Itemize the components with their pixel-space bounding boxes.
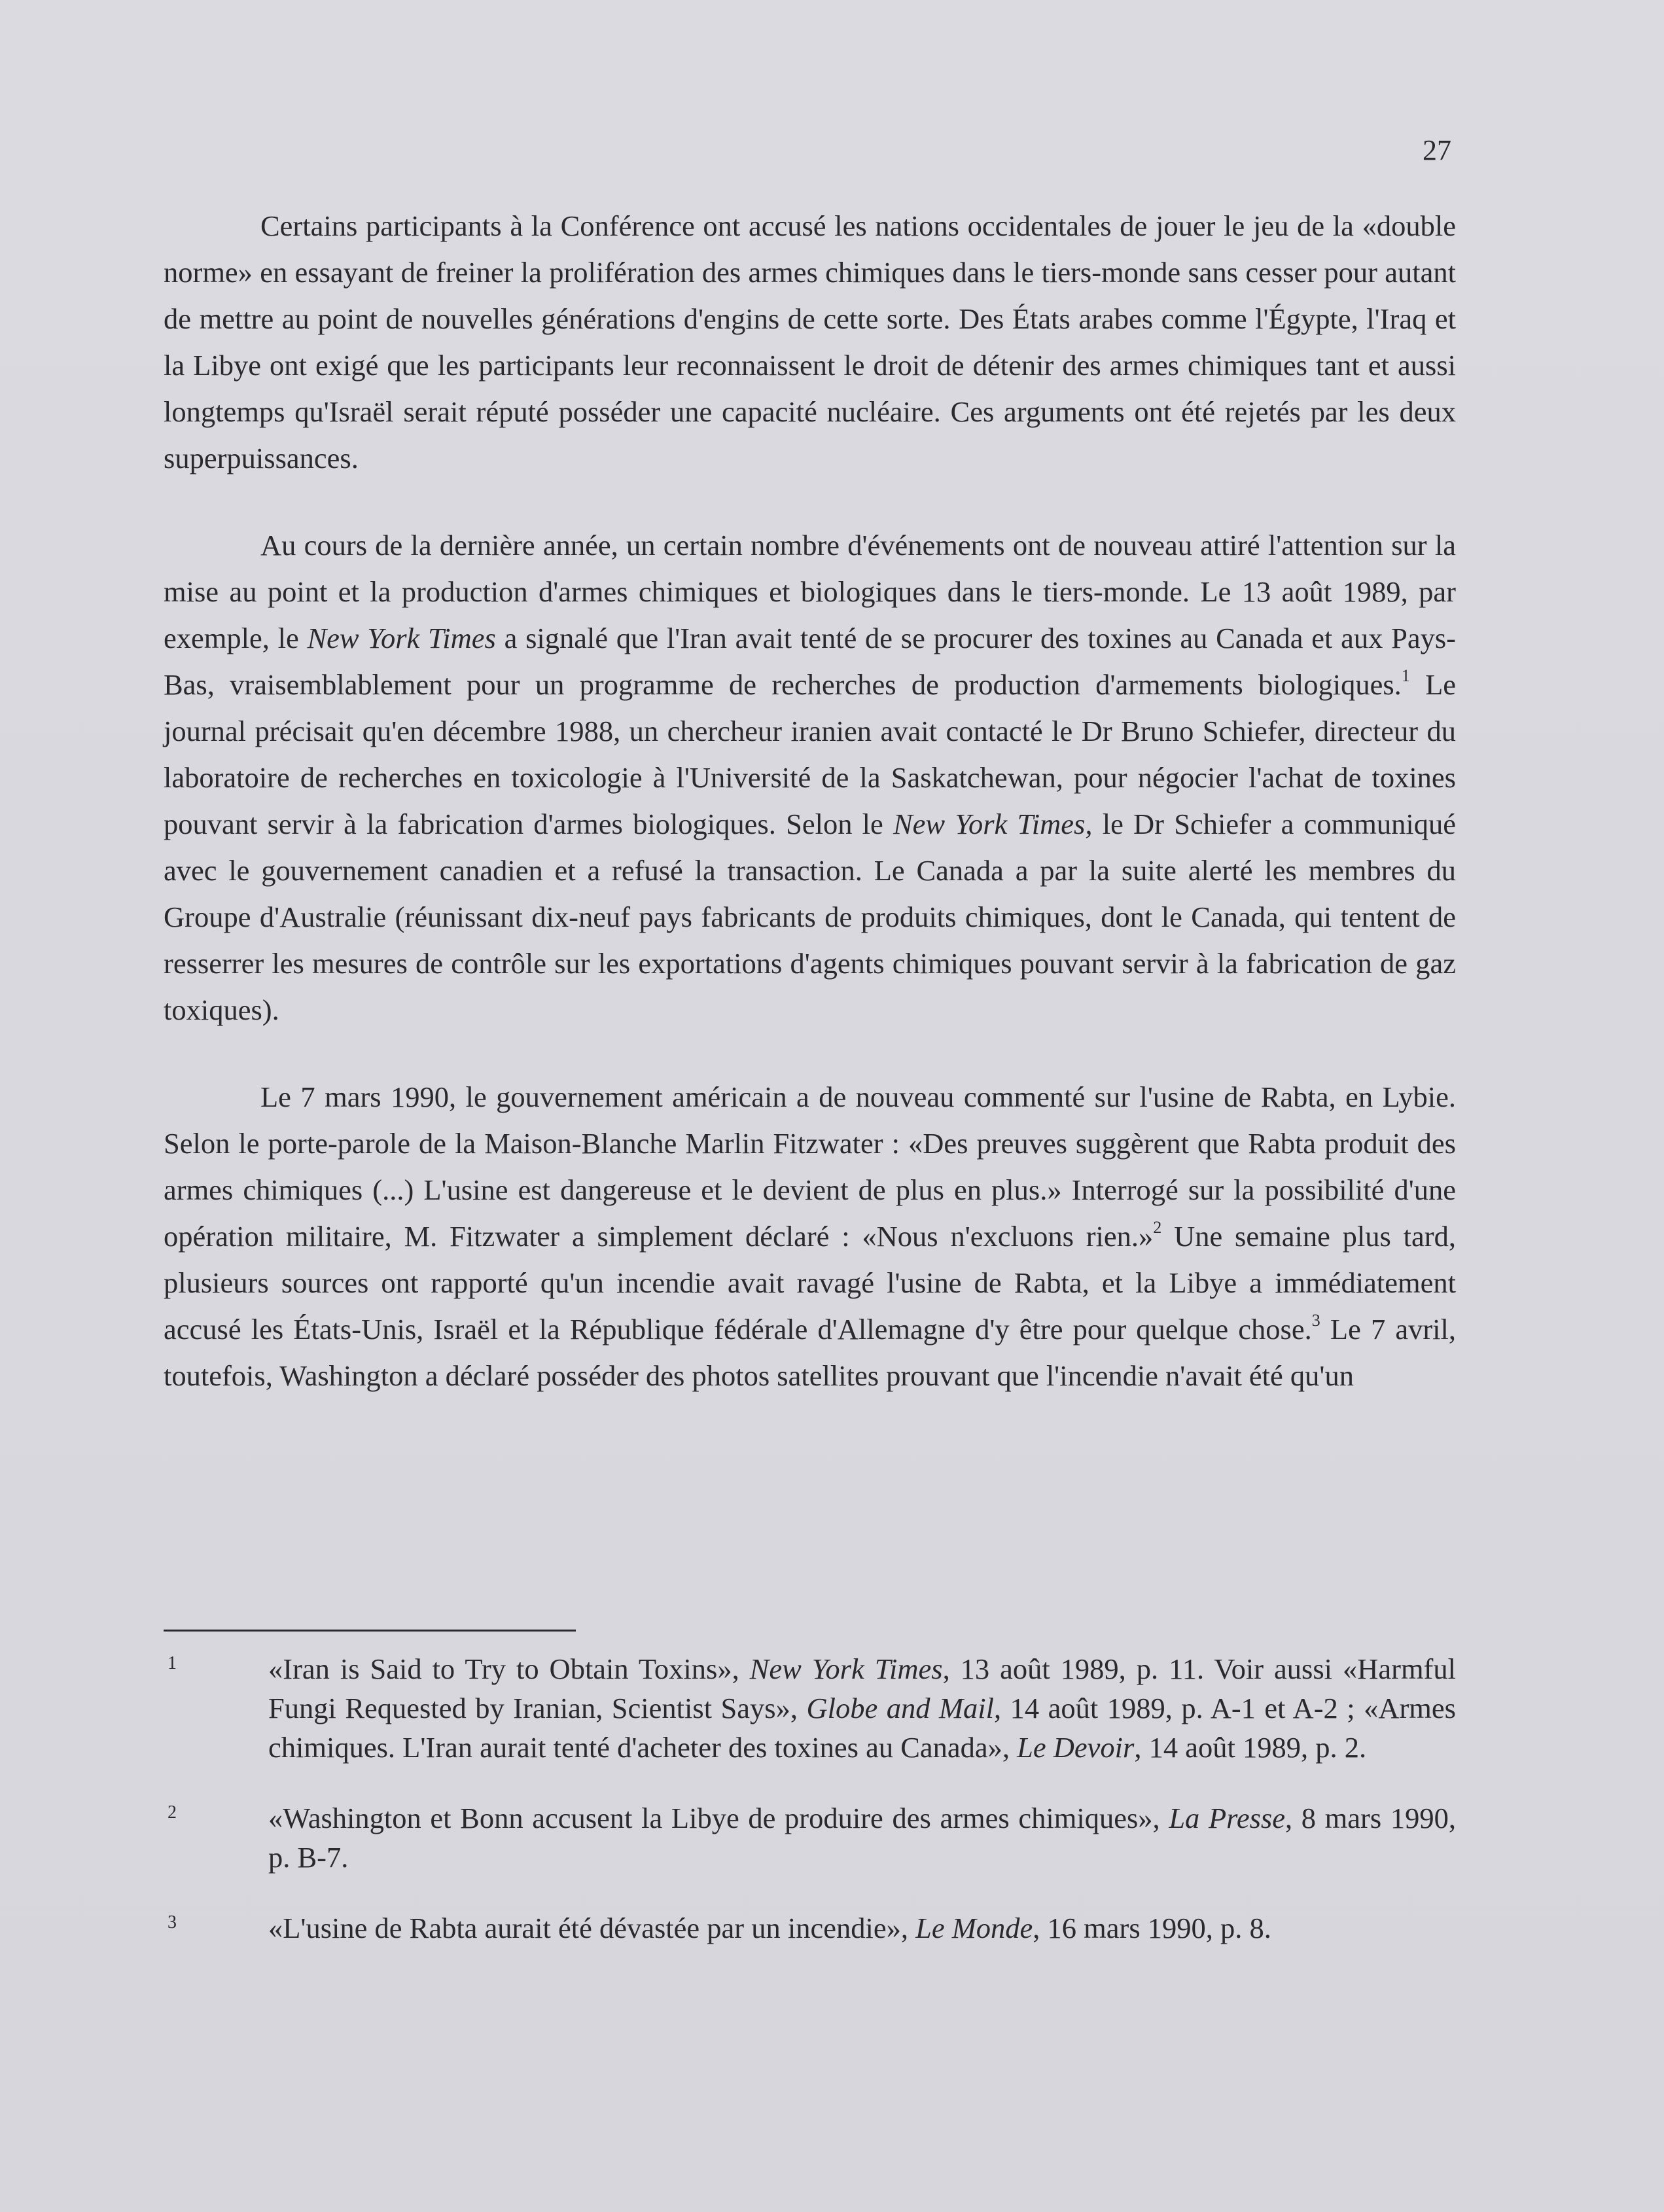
italic-text: New York Times (749, 1652, 943, 1685)
text-run: a signalé que l'Iran avait tenté de se procurer des toxines au Canada et aux Pays-Bas, vraisemblablement pour un programme de recherches de production d'armements biologiques. (164, 622, 1456, 701)
footnote (164, 1798, 1456, 1877)
footnote-number: 3 (168, 1912, 177, 1933)
text-run: «Washington et Bonn accusent la Libye de produire des armes chimiques», (268, 1802, 1169, 1834)
italic-text: Globe and Mail (806, 1692, 995, 1724)
paragraph (164, 203, 1456, 482)
footnote (164, 1649, 1456, 1767)
text-run: le Dr Schiefer a communiqué avec le gouvernement canadien et a refusé la transaction. Le Canada a par la suite alerté les membres du Groupe d'Australie (réunissant dix-neuf pays fabricants de produits chimiques, dont le Canada, qui tentent de resserrer les mesures de contrôle sur les exportations d'agents chimiques pouvant servir à la fabrication de gaz toxiques). (164, 808, 1456, 1026)
text-run: , 8 mars 1990, p. B-7. (268, 1802, 1456, 1874)
footnote-reference: 3 (1311, 1311, 1320, 1330)
text-run: , 14 août 1989, p. 2. (1134, 1731, 1367, 1764)
paragraph (164, 1074, 1456, 1399)
italic-text: New York Times, (893, 808, 1093, 840)
italic-text: New York Times (307, 622, 496, 654)
text-run: Une semaine plus tard, plusieurs sources ont rapporté qu'un incendie avait ravagé l'usine de Rabta, et la Libye a immédiatement accusé les États-Unis, Israël et la République fédérale d'Allemagne d'y être pour quelque chose. (164, 1220, 1456, 1346)
page-number: 27 (1423, 134, 1451, 166)
footnote-reference: 2 (1153, 1218, 1162, 1238)
text-run: Certains participants à la Conférence ont accusé les nations occidentales de jouer le jeu de la «double norme» en essayant de freiner la prolifération des armes chimiques dans le tiers-monde sans cesser pour autant de mettre au point de nouvelles générations d'engins de cette sorte. Des États arabes comme l'Égypte, l'Iraq et la Libye ont exigé que les participants leur reconnaissent le droit de détenir des armes chimiques tant et aussi longtemps qu'Israël serait réputé posséder une capacité nucléaire. Ces arguments ont été rejetés par les deux superpuissances. (164, 209, 1456, 474)
text-run: «L'usine de Rabta aurait été dévastée par un incendie», (268, 1912, 916, 1944)
footnote-text (268, 1912, 1271, 1944)
footnote-text (268, 1802, 1456, 1874)
footnote-text (268, 1652, 1456, 1764)
paragraph (164, 522, 1456, 1033)
text-run: Le journal précisait qu'en décembre 1988, un chercheur iranien avait contacté le Dr Bruno Schiefer, directeur du laboratoire de recherches en toxicologie à l'Université de la Saskatchewan, pour négocier l'achat de toxines pouvant servir à la fabrication d'armes biologiques. Selon le (164, 668, 1456, 840)
italic-text: La Presse (1169, 1802, 1285, 1834)
footnotes (164, 1649, 1456, 1979)
italic-text: Le Devoir (1017, 1731, 1135, 1764)
text-run: Au cours de la dernière année, un certain nombre d'événements ont de nouveau attiré l'attention sur la mise au point et la production d'armes chimiques et biologiques dans le tiers-monde. Le 13 août 1989, par exemple, le (164, 529, 1456, 654)
footnote-number: 2 (168, 1802, 177, 1823)
footnote (164, 1908, 1456, 1948)
text-run: Le 7 avril, toutefois, Washington a déclaré posséder des photos satellites prouvant que l'incendie n'avait été qu'un (164, 1313, 1456, 1392)
body-text (164, 203, 1456, 1399)
text-run: «Iran is Said to Try to Obtain Toxins», (268, 1652, 750, 1685)
footnote-reference: 1 (1401, 666, 1410, 686)
text-run: , 16 mars 1990, p. 8. (1033, 1912, 1271, 1944)
text-run: Le 7 mars 1990, le gouvernement américain a de nouveau commenté sur l'usine de Rabta, en Lybie. Selon le porte-parole de la Maison-Blanche Marlin Fitzwater : «Des preuves suggèrent que Rabta produit des armes chimiques (...) L'usine est dangereuse et le devient de plus en plus.» Interrogé sur la possibilité d'une opération militaire, M. Fitzwater a simplement déclaré : «Nous n'excluons rien.» (164, 1080, 1456, 1253)
footnote-separator (164, 1630, 576, 1632)
footnote-number: 1 (168, 1653, 177, 1673)
text-run: , 14 août 1989, p. A-1 et A-2 ; «Armes chimiques. L'Iran aurait tenté d'acheter des toxines au Canada», (268, 1692, 1456, 1764)
text-run: , 13 août 1989, p. 11. Voir aussi «Harmful Fungi Requested by Iranian, Scientist Says», (268, 1652, 1456, 1724)
italic-text: Le Monde (915, 1912, 1033, 1944)
